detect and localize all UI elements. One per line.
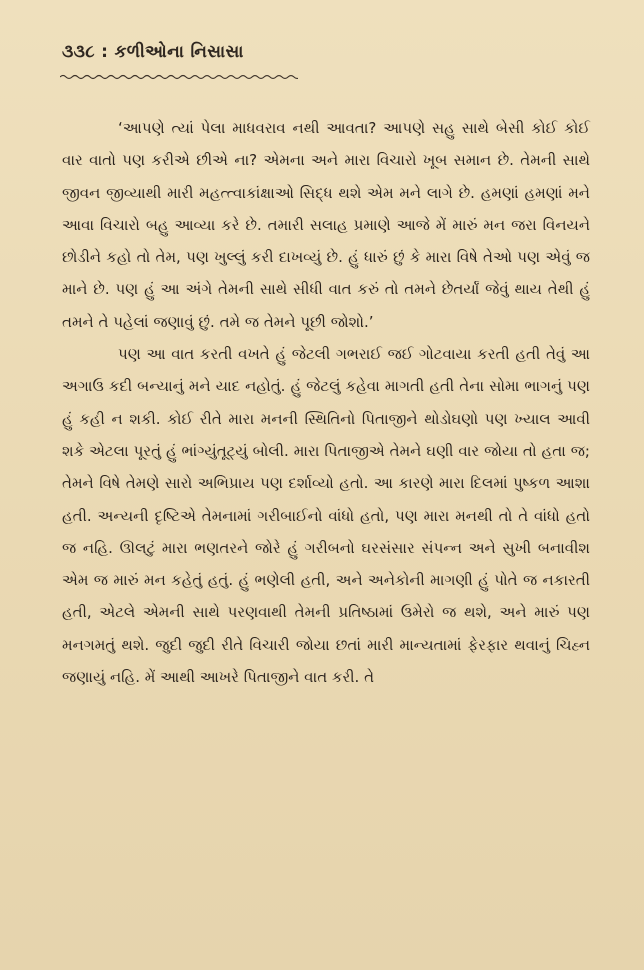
book-title: કળીઓના નિસાસા [114, 42, 244, 62]
header-underline [60, 74, 298, 80]
header-separator: : [94, 42, 115, 62]
paragraph-quote: ‘આપણે ત્યાં પેલા માધવરાવ નથી આવતા? આપણે સહુ સાથે બેસી કોઈ કોઈ વાર વાતો પણ કરીએ છીએ ના? એમના અને મારા વિચારો ખૂબ સમાન છે. તેમની સાથે જીવન જીવ્યાથી મારી મહત્ત્વાકાંક્ષાઓ સિદ્ધ થશે એમ મને લાગે છે. હમણાં હમણાં મને આવા વિચારો બહુ આવ્યા કરે છે. તમારી સલાહ પ્રમાણે આજે મેં મારું મન જરા વિનયને છોડીને કહો તો તેમ, પણ ખુલ્લું કરી દાખવ્યું છે. હું ધારું છું કે મારા વિષે તેઓ પણ એવું જ માને છે. પણ હું આ અંગે તેમની સાથે સીધી વાત કરું તો તમને છેતર્યાં જેવું થાય તેથી હું તમને તે પહેલાં જણાવું છું. તમે જ તેમને પૂછી જોશો.’ [62, 119, 590, 331]
page-body [62, 112, 590, 693]
paragraph-narration: પણ આ વાત કરતી વખતે હું જેટલી ગભરાઈ જઈ ગોટવાયા કરતી હતી તેવું આ અગાઉ કદી બન્યાનું મને યાદ નહોતું. હું જેટલું કહેવા માગતી હતી તેના સોમા ભાગનું પણ હું કહી ન શકી. કોઈ રીતે મારા મનની સ્થિતિનો પિતાજીને થોડોઘણો પણ ખ્યાલ આવી શકે એટલા પૂરતું હું ભાંગ્યુંતૂટ્યું બોલી. મારા પિતાજીએ તેમને ઘણી વાર જોયા તો હતા જ; તેમને વિષે તેમણે સારો અભિપ્રાય પણ દર્શાવ્યો હતો. આ કારણે મારા દિલમાં પુષ્કળ આશા હતી. અન્યની દૃષ્ટિએ તેમનામાં ગરીબાઈનો વાંધો હતો, પણ મારા મનથી તો તે વાંધો હતો જ નહિ. ઊલટું મારા ભણતરને જોરે હું ગરીબનો ઘરસંસાર સંપન્ન અને સુખી બનાવીશ એમ જ મારું મન કહેતું હતું. હું ભણેલી હતી, અને અનેકોની માગણી હું પોતે જ નકારતી હતી, એટલે એમની સાથે પરણવાથી તેમની પ્રતિષ્ઠામાં ઉમેરો જ થશે, અને મારું પણ મનગમતું થશે. જુદી જુદી રીતે વિચારી જોયા છતાં મારી માન્યતામાં ફેરફાર થવાનું ચિહ્ન જણાયું નહિ. મેં આથી આખરે પિતાજીને વાત કરી. તે [62, 345, 590, 687]
wavy-underline-icon [60, 74, 298, 80]
page-number: ૩૩૮ [62, 42, 95, 62]
running-header [62, 42, 244, 62]
